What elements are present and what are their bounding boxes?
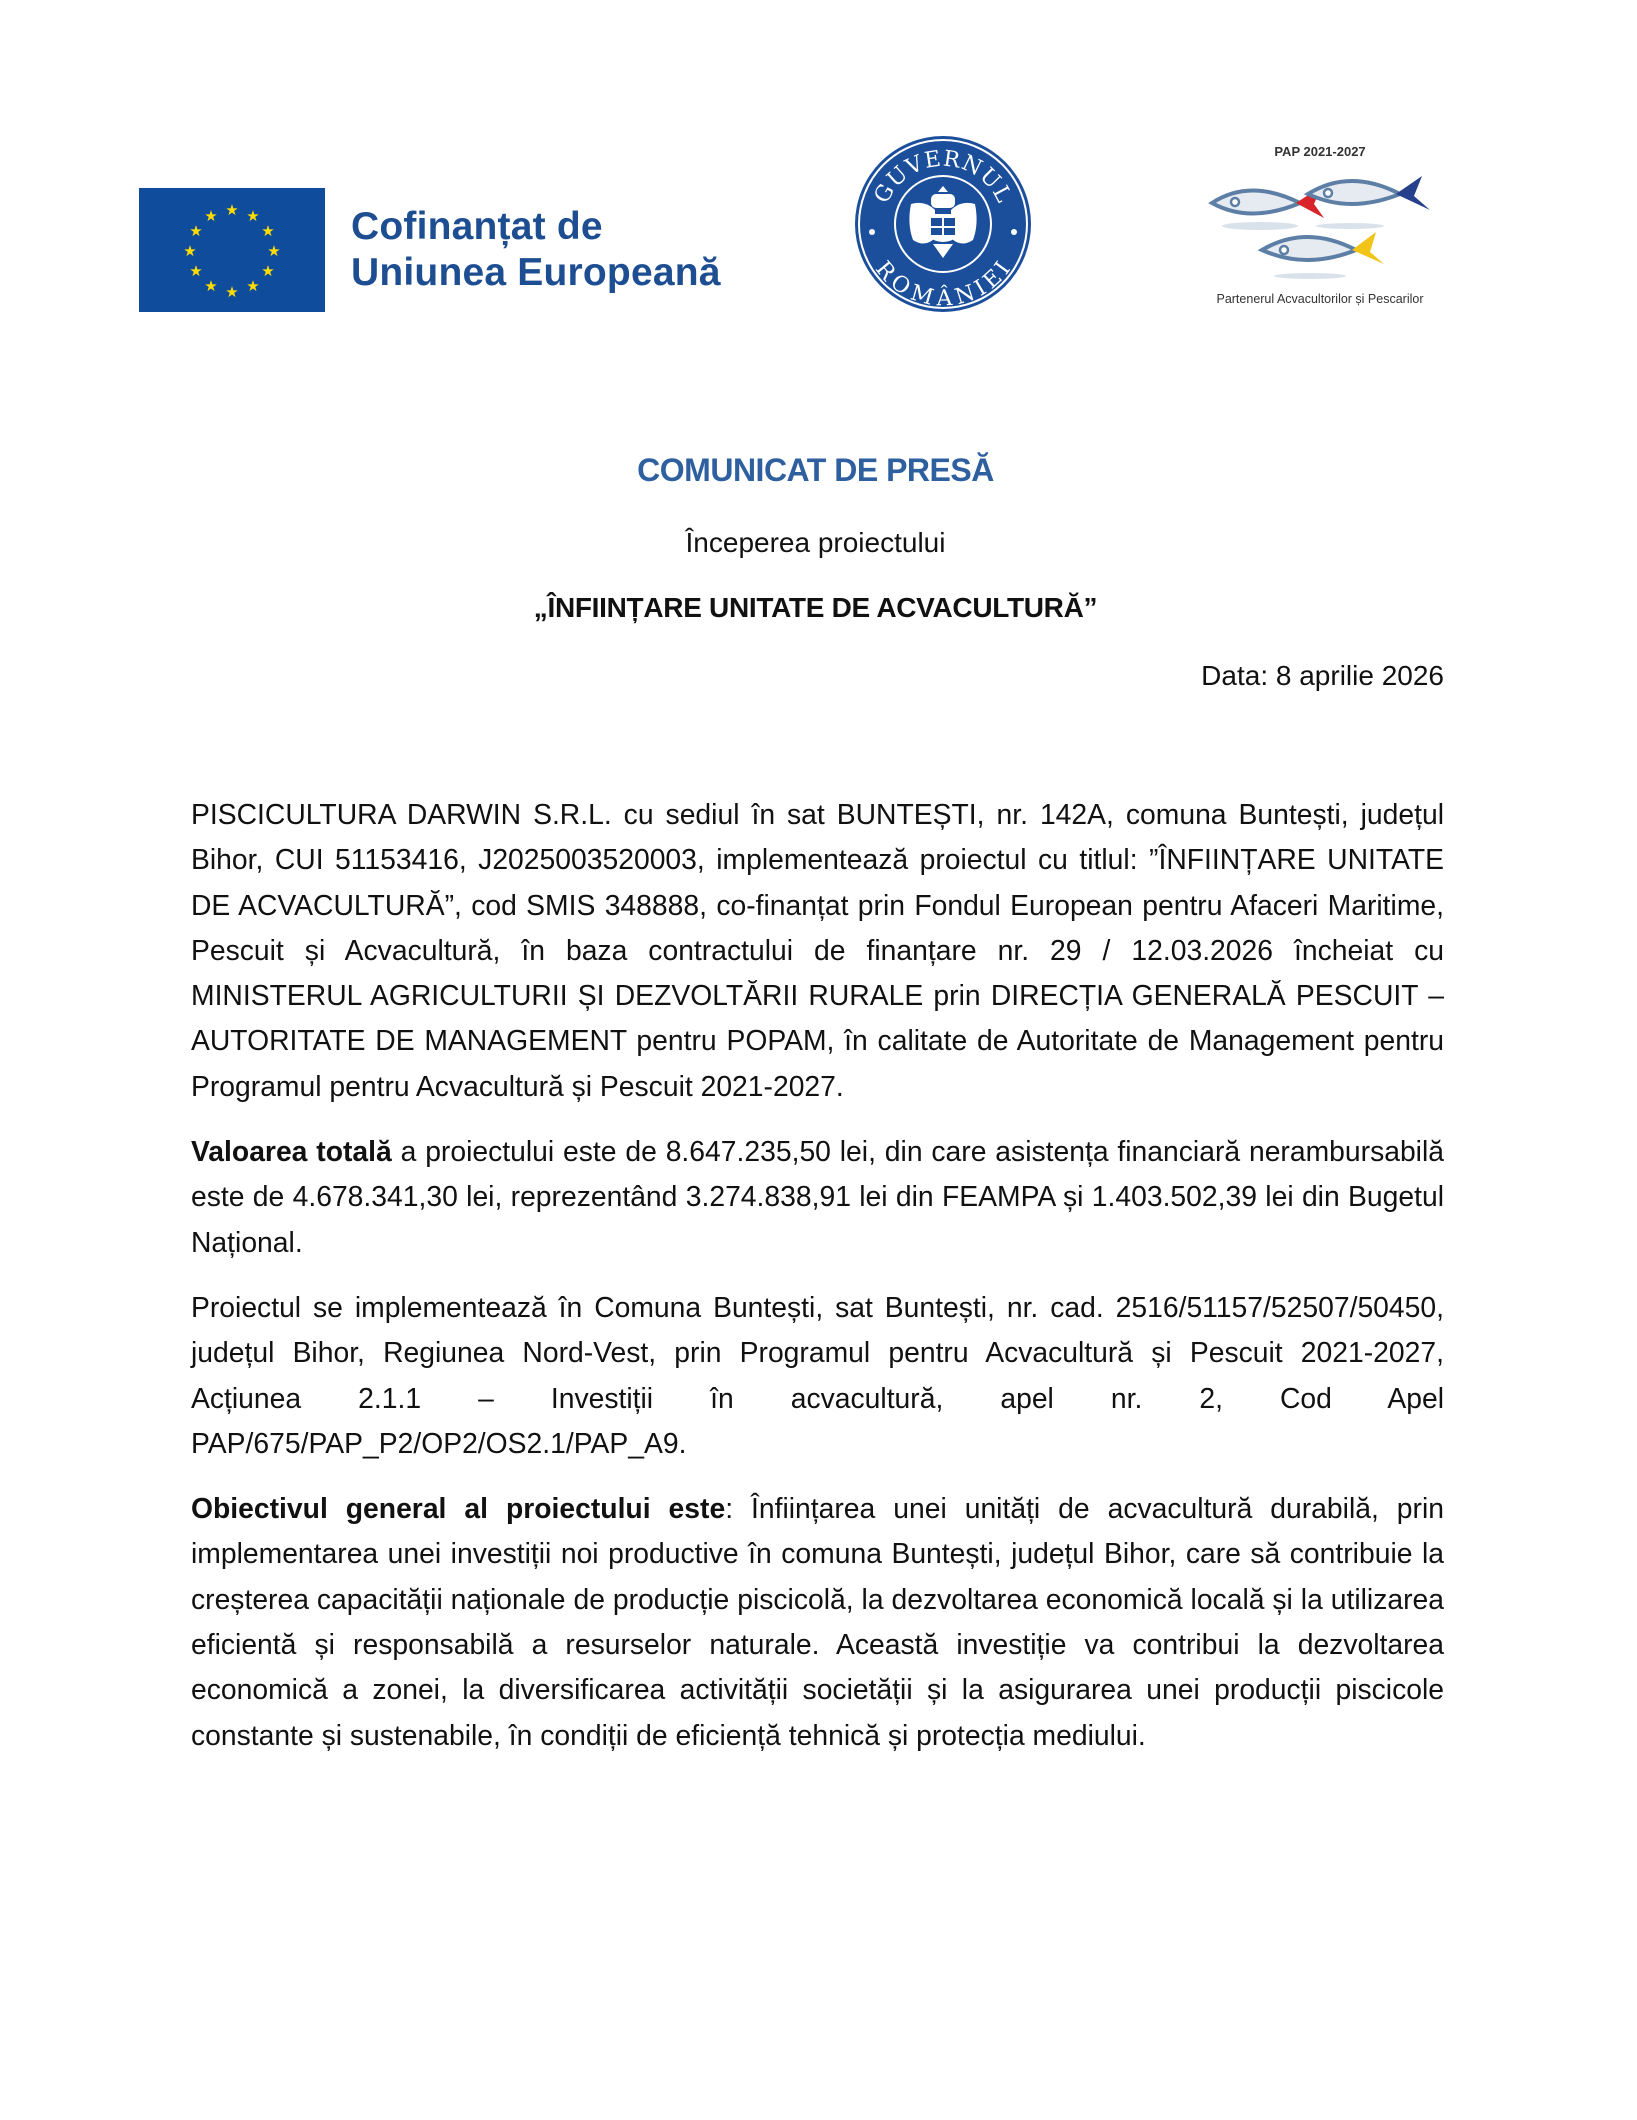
- label-total-value: Valoarea totală: [191, 1135, 392, 1168]
- eu-cofinancing-logo: [139, 186, 799, 314]
- document-body: [191, 792, 1444, 1778]
- svg-text:★: ★: [246, 277, 260, 295]
- project-value-text: a proiectului este de 8.647.235,50 lei, din care asistența financiară nerambursabilă este de 4.678.341,30 lei, reprezentând 3.274.838,91 lei din FEAMPA și 1.403.502,39 lei din Bugetul Național.: [191, 1135, 1444, 1258]
- svg-text:★: ★: [225, 201, 239, 219]
- project-title: „ÎNFIINȚARE UNITATE DE ACVACULTURĂ”: [533, 592, 1098, 623]
- svg-text:★: ★: [261, 262, 275, 280]
- svg-text:GUVERNUL: GUVERNUL: [869, 146, 1017, 208]
- pap-logo-subtitle: Partenerul Acvacultorilor și Pescarilor: [1216, 292, 1424, 306]
- paragraph-project-value: [191, 1129, 1444, 1265]
- svg-text:★: ★: [189, 262, 203, 280]
- paragraph-objective: [191, 1486, 1444, 1758]
- svg-text:★: ★: [189, 222, 203, 240]
- government-seal-icon: [853, 134, 1033, 314]
- document-date: Data: 8 aprilie 2026: [1201, 660, 1444, 691]
- eu-flag-icon: [139, 188, 325, 312]
- guvernul-romaniei-seal: [853, 134, 1033, 314]
- eu-logo-text: [351, 204, 721, 296]
- page-subtitle: Începerea proiectului: [685, 527, 946, 558]
- label-general-objective: Obiectivul general al proiectului este: [191, 1492, 726, 1525]
- pap-logo-title: PAP 2021-2027: [1274, 144, 1366, 159]
- paragraph-beneficiary: PISCICULTURA DARWIN S.R.L. cu sediul în sat BUNTEȘTI, nr. 142A, comuna Buntești, județul Bihor, CUI 51153416, J2025003520003, implementează proiectul cu titlul: ”ÎNFIINȚARE UNITATE DE ACVACULTURĂ”, cod SMIS 348888, co-finanțat prin Fondul European pentru Afaceri Maritime, Pescuit și Acvacultură, în baza contractului de finanțare nr. 29 / 12.03.2026 încheiat cu MINISTERUL AGRICULTURII ȘI DEZVOLTĂRII RURALE prin DIRECȚIA GENERALĂ PESCUIT – AUTORITATE DE MANAGEMENT pentru POPAM, în calitate de Autoritate de Management pentru Programul pentru Acvacultură și Pescuit 2021-2027.: [191, 798, 1444, 1102]
- paragraph-location: Proiectul se implementează în Comuna Buntești, sat Buntești, nr. cad. 2516/51157/52507/50450, județul Bihor, Regiunea Nord-Vest, prin Programul pentru Acvacultură și Pescuit 2021-2027, Acțiunea 2.1.1 – Investiții în acvacultură, apel nr. 2, Cod Apel PAP/675/PAP_P2/OP2/OS2.1/PAP_A9.: [191, 1290, 1444, 1459]
- svg-text:★: ★: [204, 207, 218, 225]
- svg-text:★: ★: [267, 242, 281, 260]
- eu-logo-line1: Cofinanțat de: [351, 205, 603, 248]
- svg-text:★: ★: [261, 222, 275, 240]
- eu-logo-line2: Uniunea Europeană: [351, 251, 721, 294]
- page-title: COMUNICAT DE PRESĂ: [637, 452, 994, 488]
- objective-text: : Înființarea unei unități de acvacultură durabilă, prin implementarea unei investiții noi productive în comuna Buntești, județul Bihor, care să contribuie la creșterea capacității naționale de producție piscicolă, la dezvoltarea economică locală și la utilizarea eficientă și responsabilă a resurselor naturale. Această investiție va contribui la dezvoltarea economică a zonei, la diversificarea activității societății și la asigurarea unei producții piscicole constante și sustenabile, în condiții de eficiență tehnică și protecția mediului.: [191, 1492, 1444, 1751]
- fish-logo-icon: [1200, 166, 1445, 286]
- svg-text:★: ★: [204, 277, 218, 295]
- svg-text:★: ★: [225, 283, 239, 301]
- pap-2021-2027-logo: [1190, 140, 1450, 315]
- svg-text:★: ★: [246, 207, 260, 225]
- svg-text:ROMÂNIEI: ROMÂNIEI: [870, 256, 1017, 312]
- svg-text:★: ★: [183, 242, 197, 260]
